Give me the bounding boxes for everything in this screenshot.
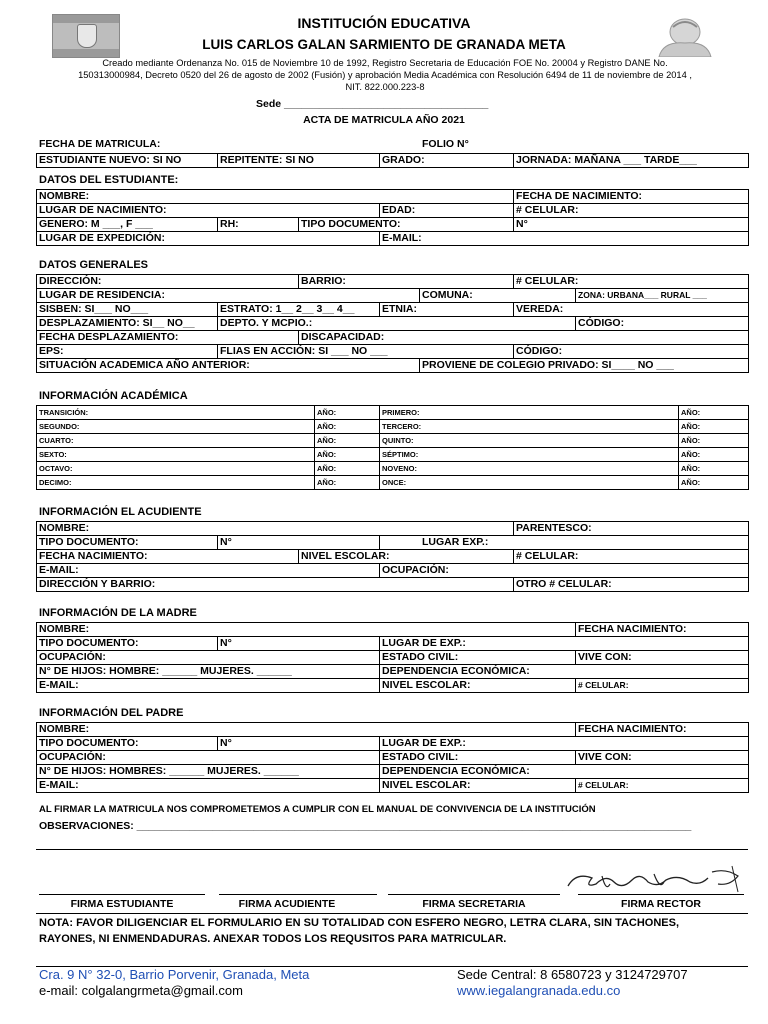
madre-estado-civil-field[interactable]: ESTADO CIVIL: [380,651,576,665]
madre-lugar-exp-field[interactable]: LUGAR DE EXP.: [380,637,749,651]
colegio-privado-field[interactable]: PROVIENE DE COLEGIO PRIVADO: SI____ NO ___ [420,359,749,373]
padre-fecha-nac-field[interactable]: FECHA NACIMIENTO: [576,723,749,737]
estudiante-table [36,189,749,246]
nota-line1: NOTA: FAVOR DILIGENCIAR EL FORMULARIO EN SU TOTALIDAD CON ESFERO NEGRO, LETRA CLARA, SIN TACHONES, [39,917,680,929]
creation-info-line1: Creado mediante Ordenanza No. 015 de Noviembre 10 de 1992, Registro Secretaria de Educación FOE No. 20004 y Registro DANE No. [102,58,668,68]
grade-year-field[interactable]: AÑO: [679,448,749,462]
padre-ocupacion-field[interactable]: OCUPACIÓN: [37,751,380,765]
padre-num-doc-field[interactable]: N° [218,737,380,751]
estudiante-edad-field[interactable]: EDAD: [380,204,514,218]
section-estudiante: DATOS DEL ESTUDIANTE: [39,174,179,186]
padre-table [36,722,749,793]
acudiente-nivel-field[interactable]: NIVEL ESCOLAR: [299,550,514,564]
estudiante-lugar-exp-field[interactable]: LUGAR DE EXPEDICIÓN: [37,232,380,246]
grade-label: CUARTO: [37,434,315,448]
firma-estudiante-line[interactable] [39,894,205,895]
estrato-field[interactable]: ESTRATO: 1__ 2__ 3__ 4__ [218,303,380,317]
barrio-field[interactable]: BARRIO: [299,275,514,289]
nota-divider [36,913,748,914]
acudiente-tipo-doc-field[interactable]: TIPO DOCUMENTO: [37,536,218,550]
grade-year-field[interactable]: AÑO: [315,448,380,462]
madre-celular-field[interactable]: # CELULAR: [576,679,749,693]
acudiente-otro-celular-field[interactable]: OTRO # CELULAR: [514,578,749,592]
madre-nivel-field[interactable]: NIVEL ESCOLAR: [380,679,576,693]
acudiente-nombre-field[interactable]: NOMBRE: [37,522,514,536]
madre-dependencia-field[interactable]: DEPENDENCIA ECONÓMICA: [380,665,749,679]
padre-estado-civil-field[interactable]: ESTADO CIVIL: [380,751,576,765]
grade-year-field[interactable]: AÑO: [679,420,749,434]
nit-line: NIT. 822.000.223-8 [345,82,425,92]
estudiante-tipo-doc-field[interactable]: TIPO DOCUMENTO: [299,218,514,232]
grade-label: DECIMO: [37,476,315,490]
grade-year-field[interactable]: AÑO: [315,420,380,434]
footer-email[interactable]: e-mail: colgalangrmeta@gmail.com [39,983,243,998]
grade-label: QUINTO: [380,434,679,448]
estudiante-nuevo-field[interactable]: ESTUDIANTE NUEVO: SI NO [37,154,218,168]
grade-label: ONCE: [380,476,679,490]
grade-year-field[interactable]: AÑO: [315,406,380,420]
section-padre: INFORMACIÓN DEL PADRE [39,707,184,719]
codigo2-field[interactable]: CÓDIGO: [514,345,749,359]
grade-label: SEXTO: [37,448,315,462]
status-table [36,153,749,168]
grade-year-field[interactable]: AÑO: [315,476,380,490]
padre-dependencia-field[interactable]: DEPENDENCIA ECONÓMICA: [380,765,749,779]
estudiante-fecha-nac-field[interactable]: FECHA DE NACIMIENTO: [514,190,749,204]
institution-name: LUIS CARLOS GALAN SARMIENTO DE GRANADA META [202,37,566,52]
section-madre: INFORMACIÓN DE LA MADRE [39,607,197,619]
grade-label: TRANSICIÓN: [37,406,315,420]
acudiente-ocupacion-field[interactable]: OCUPACIÓN: [380,564,749,578]
firma-secretaria-line[interactable] [388,894,560,895]
codigo-field[interactable]: CÓDIGO: [576,317,749,331]
firma-estudiante-label: FIRMA ESTUDIANTE [70,898,174,910]
generales-table [36,274,749,373]
madre-email-field[interactable]: E-MAIL: [37,679,380,693]
footer-website-link[interactable]: www.iegalangranada.edu.co [457,983,621,998]
grade-label: NOVENO: [380,462,679,476]
zona-field[interactable]: ZONA: URBANA___ RURAL ___ [576,289,749,303]
section-acudiente: INFORMACIÓN EL ACUDIENTE [39,506,202,518]
madre-ocupacion-field[interactable]: OCUPACIÓN: [37,651,380,665]
estudiante-nombre-field[interactable]: NOMBRE: [37,190,514,204]
madre-fecha-nac-field[interactable]: FECHA NACIMIENTO: [576,623,749,637]
firma-secretaria-label: FIRMA SECRETARIA [422,898,526,910]
acudiente-fecha-nac-field[interactable]: FECHA NACIMIENTO: [37,550,299,564]
madre-num-doc-field[interactable]: N° [218,637,380,651]
acudiente-lugar-exp-field[interactable]: LUGAR EXP.: [380,536,749,550]
grade-label: PRIMERO: [380,406,679,420]
footer-sede-central: Sede Central: 8 6580723 y 3124729707 [457,967,688,982]
madre-table [36,622,749,693]
depto-field[interactable]: DEPTO. Y MCPIO.: [218,317,576,331]
madre-tipo-doc-field[interactable]: TIPO DOCUMENTO: [37,637,218,651]
acudiente-direccion-field[interactable]: DIRECCIÓN Y BARRIO: [37,578,514,592]
fecha-matricula-label: FECHA DE MATRICULA: [39,138,161,150]
flias-accion-field[interactable]: FLIAS EN ACCIÓN: SI ___ NO ___ [218,345,514,359]
padre-hijos-field[interactable]: N° DE HIJOS: HOMBRES: ______ MUJERES. ______ [37,765,380,779]
padre-nivel-field[interactable]: NIVEL ESCOLAR: [380,779,576,793]
padre-tipo-doc-field[interactable]: TIPO DOCUMENTO: [37,737,218,751]
sede-field[interactable]: Sede ___________________________________ [256,98,489,110]
situacion-academica-field[interactable]: SITUACIÓN ACADEMICA AÑO ANTERIOR: [37,359,420,373]
estudiante-genero-field[interactable]: GENERO: M ___, F ___ [37,218,218,232]
fecha-desplazamiento-field[interactable]: FECHA DESPLAZAMIENTO: [37,331,299,345]
estudiante-lugar-nac-field[interactable]: LUGAR DE NACIMIENTO: [37,204,380,218]
discapacidad-field[interactable]: DISCAPACIDAD: [299,331,749,345]
acudiente-email-field[interactable]: E-MAIL: [37,564,380,578]
desplazamiento-field[interactable]: DESPLAZAMIENTO: SI__ NO__ [37,317,218,331]
etnia-field[interactable]: ETNIA: [380,303,514,317]
institution-type: INSTITUCIÓN EDUCATIVA [297,15,471,31]
grade-year-field[interactable]: AÑO: [679,462,749,476]
padre-lugar-exp-field[interactable]: LUGAR DE EXP.: [380,737,749,751]
firma-rector-label: FIRMA RECTOR [621,898,701,910]
grade-label: OCTAVO: [37,462,315,476]
generales-celular-field[interactable]: # CELULAR: [514,275,749,289]
eps-field[interactable]: EPS: [37,345,218,359]
vereda-field[interactable]: VEREDA: [514,303,749,317]
grado-field[interactable]: GRADO: [380,154,514,168]
section-academica: INFORMACIÓN ACADÉMICA [39,390,188,402]
madre-nombre-field[interactable]: NOMBRE: [37,623,576,637]
firma-rector-line[interactable] [578,894,744,895]
direccion-field[interactable]: DIRECCIÓN: [37,275,299,289]
grade-year-field[interactable]: AÑO: [315,434,380,448]
grade-year-field[interactable]: AÑO: [679,434,749,448]
footer-address: Cra. 9 N° 32-0, Barrio Porvenir, Granada, Meta [39,967,310,982]
grade-year-field[interactable]: AÑO: [315,462,380,476]
jornada-field[interactable]: JORNADA: MAÑANA ___ TARDE___ [514,154,749,168]
grade-label: TERCERO: [380,420,679,434]
observaciones-field[interactable]: OBSERVACIONES: _______________________________________________________________________________________________ [39,820,692,832]
acudiente-num-doc-field[interactable]: N° [218,536,380,550]
madre-hijos-field[interactable]: N° DE HIJOS: HOMBRE: ______ MUJERES. ______ [37,665,380,679]
firma-acudiente-line[interactable] [219,894,377,895]
folio-label: FOLIO N° [422,138,469,150]
grade-year-field[interactable]: AÑO: [679,476,749,490]
firma-acudiente-label: FIRMA ACUDIENTE [238,898,336,910]
section-generales: DATOS GENERALES [39,259,148,271]
nota-line2: RAYONES, NI ENMENDADURAS. ANEXAR TODOS LOS REQUSITOS PARA MATRICULAR. [39,933,507,945]
grade-label: SÉPTIMO: [380,448,679,462]
acudiente-parentesco-field[interactable]: PARENTESCO: [514,522,749,536]
padre-celular-field[interactable]: # CELULAR: [576,779,749,793]
padre-vive-con-field[interactable]: VIVE CON: [576,751,749,765]
estudiante-email-field[interactable]: E-MAIL: [380,232,749,246]
acudiente-table [36,521,749,592]
sisben-field[interactable]: SISBEN: SI___ NO___ [37,303,218,317]
estudiante-rh-field[interactable]: RH: [218,218,299,232]
grade-year-field[interactable]: AÑO: [679,406,749,420]
grade-label: SEGUNDO: [37,420,315,434]
estudiante-celular-field[interactable]: # CELULAR: [514,204,749,218]
residencia-field[interactable]: LUGAR DE RESIDENCIA: [37,289,420,303]
compromiso-text: AL FIRMAR LA MATRICULA NOS COMPROMETEMOS A CUMPLIR CON EL MANUAL DE CONVIVENCIA DE LA INSTITUCIÓN [39,804,596,815]
madre-vive-con-field[interactable]: VIVE CON: [576,651,749,665]
acta-title: ACTA DE MATRICULA AÑO 2021 [303,114,465,126]
comuna-field[interactable]: COMUNA: [420,289,576,303]
padre-email-field[interactable]: E-MAIL: [37,779,380,793]
padre-nombre-field[interactable]: NOMBRE: [37,723,576,737]
acudiente-celular-field[interactable]: # CELULAR: [514,550,749,564]
academica-table [36,405,749,490]
observaciones-extra-line[interactable] [36,849,748,850]
repitente-field[interactable]: REPITENTE: SI NO [218,154,380,168]
estudiante-num-doc-field[interactable]: N° [514,218,749,232]
creation-info-line2: 150313000984, Decreto 0520 del 26 de agosto de 2002 (Fusión) y aprobación Media Académica con Resolución 6494 de 11 de noviembre de 2014 , [78,70,692,80]
